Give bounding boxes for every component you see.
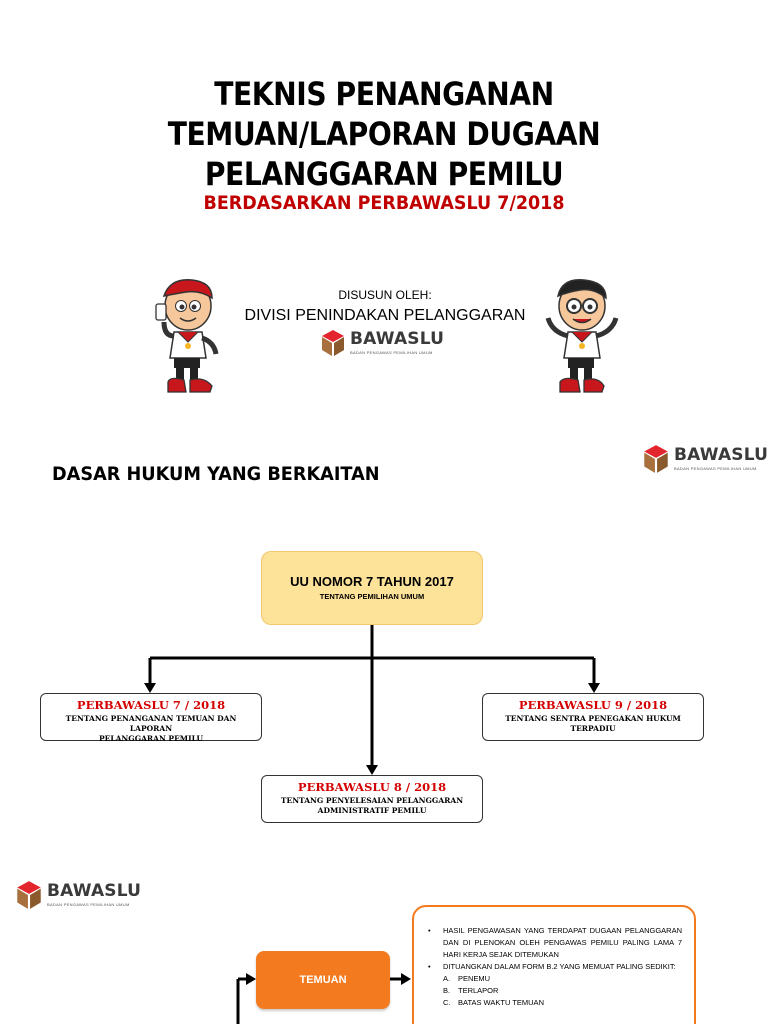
uu-7-2017-box [261, 551, 483, 625]
perbawaslu-7-line-1: TENTANG PENANGANAN TEMUAN DAN LAPORAN [65, 714, 237, 733]
legal-basis-slide [0, 427, 768, 853]
uu-title: UU NOMOR 7 TAHUN 2017 [290, 574, 454, 589]
section-heading: DASAR HUKUM YANG BERKAITAN [52, 463, 380, 485]
info-bullet-2: • DITUANGKAN DALAM FORM B.2 YANG MEMUAT PALING SEDIKIT: [428, 962, 676, 971]
title-slide [0, 0, 768, 427]
bawaslu-logo [320, 328, 444, 358]
info-bullet-1: • HASIL PENGAWASAN YANG TERDAPAT DUGAAN PELANGGARAN DAN DI PLENOKAN OLEH PENGAWAS PEMILU PALING LAMA 7 HARI KERJA SEJAK DITEMUKAN [428, 926, 682, 959]
info-sub-item: C. BATAS WAKTU TEMUAN [443, 998, 544, 1007]
logo-tagline: BADAN PENGAWAS PEMILIHAN UMUM [47, 902, 130, 907]
perbawaslu-9-line-2: TERPADIU [570, 724, 616, 733]
logo-wordmark: BAWASLU [350, 329, 445, 349]
perbawaslu-9-title: PERBAWASLU 9 / 2018 [518, 698, 668, 712]
logo-wordmark: BAWASLU [47, 881, 142, 901]
temuan-slide [0, 853, 768, 1024]
info-sub-item: B. TERLAPOR [443, 986, 499, 995]
uu-subtitle: TENTANG PEMILIHAN UMUM [319, 592, 425, 601]
perbawaslu-8-line-2: ADMINISTRATIF PEMILU [317, 806, 427, 815]
logo-tagline: BADAN PENGAWAS PEMILIHAN UMUM [350, 350, 433, 355]
mascot-left-image [150, 276, 232, 400]
perbawaslu-8-box [261, 775, 483, 823]
bawaslu-logo-icon [320, 328, 346, 358]
perbawaslu-9-box [482, 693, 704, 741]
perbawaslu-8-line-1: TENTANG PENYELESAIAN PELANGGARAN [280, 796, 464, 805]
perbawaslu-9-line-1: TENTANG SENTRA PENEGAKAN HUKUM [505, 714, 681, 723]
logo-wordmark: BAWASLU [674, 445, 768, 465]
temuan-button[interactable]: TEMUAN [256, 951, 390, 1009]
title-line-2: TEMUAN/LAPORAN DUGAAN [167, 115, 601, 153]
title-line-3: PELANGGARAN PEMILU [204, 155, 564, 193]
perbawaslu-8-title: PERBAWASLU 8 / 2018 [297, 780, 447, 794]
title-line-1: TEKNIS PENANGANAN [214, 75, 554, 113]
info-sub-item: A. PENEMU [443, 974, 491, 983]
subtitle: BERDASARKAN PERBAWASLU 7/2018 [203, 192, 565, 214]
perbawaslu-7-line-2: PELANGGARAN PEMILU [98, 734, 204, 743]
mascot-right-image [540, 276, 622, 400]
perbawaslu-7-title: PERBAWASLU 7 / 2018 [76, 698, 226, 712]
division-name: DIVISI PENINDAKAN PELANGGARAN [244, 307, 526, 324]
logo-tagline: BADAN PENGAWAS PEMILIHAN UMUM [674, 466, 757, 471]
prepared-by-label: DISUSUN OLEH: [338, 288, 432, 302]
perbawaslu-7-box [40, 693, 262, 741]
temuan-info-box [412, 905, 696, 1024]
